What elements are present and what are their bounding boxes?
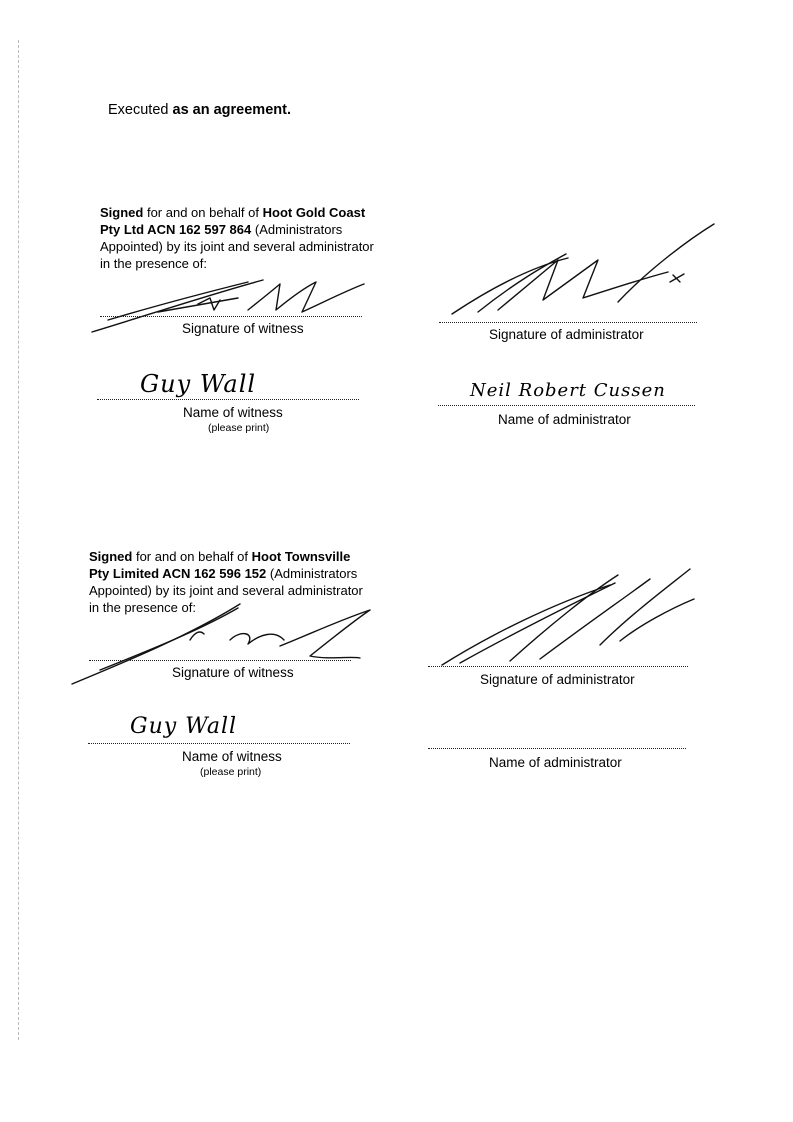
execution-bold: as an agreement. xyxy=(172,102,291,118)
witness-name-label-1: Name of witness xyxy=(183,405,283,420)
admin-name-line-2 xyxy=(428,748,686,749)
admin-signature-label-2: Signature of administrator xyxy=(480,672,635,687)
execution-prefix: Executed xyxy=(108,102,169,118)
witness-signature-line-1 xyxy=(100,316,362,317)
signing-block-2-text: Signed for and on behalf of Hoot Townsville Pty Limited ACN 162 596 152 (Administrators Appointed) by its joint and several administrator in the presence of: xyxy=(89,549,363,615)
scan-left-edge xyxy=(18,40,20,1040)
witness-signature-line-2 xyxy=(89,660,351,661)
admin-signature-line-2 xyxy=(428,666,688,667)
admin-signature-line-1 xyxy=(439,322,697,323)
witness-name-line-1 xyxy=(97,399,359,400)
admin-name-line-1 xyxy=(438,405,695,406)
admin-name-label-1: Name of administrator xyxy=(498,412,631,427)
witness-name-hint-2: (please print) xyxy=(200,766,262,778)
execution-clause xyxy=(108,102,291,119)
witness-name-handwritten-1: Guy Wall xyxy=(140,370,257,398)
witness-name-hint-1: (please print) xyxy=(208,422,270,434)
admin-name-handwritten-1: Neil Robert Cussen xyxy=(470,380,666,401)
witness-signature-label-1: Signature of witness xyxy=(182,321,304,336)
admin-signature-label-1: Signature of administrator xyxy=(489,327,644,342)
witness-name-label-2: Name of witness xyxy=(182,749,282,764)
witness-signature-label-2: Signature of witness xyxy=(172,665,294,680)
witness-name-handwritten-2: Guy Wall xyxy=(130,714,238,739)
administrator-signature-2 xyxy=(440,565,700,670)
signing-block-1-text: Signed for and on behalf of Hoot Gold Coast Pty Ltd ACN 162 597 864 (Administrators Appointed) by its joint and several administrator in the presence of: xyxy=(100,205,374,271)
admin-name-label-2: Name of administrator xyxy=(489,755,622,770)
witness-name-line-2 xyxy=(88,743,350,744)
administrator-signature-1 xyxy=(448,220,708,320)
